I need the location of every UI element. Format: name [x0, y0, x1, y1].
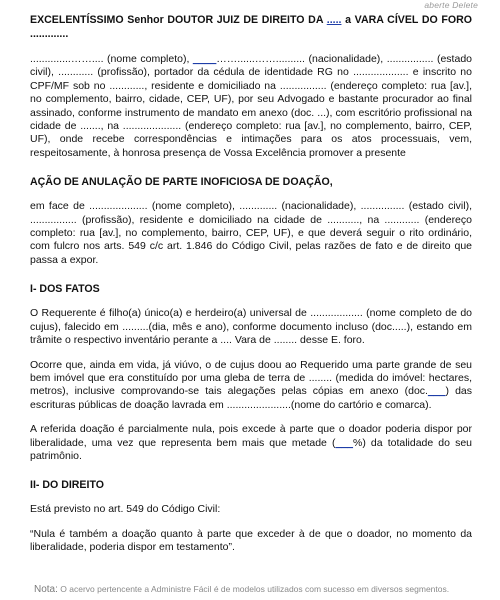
document-heading [30, 13, 472, 41]
intro-text-end: ……......…….......... (nacionalidade), ................ (estado civil), ............ (profissão), portador da cédula de identidade RG no ................... e inscrito no CPF/MF sob no ............, residente e domiciliado na ................ (endereço completo: rua [av.], no complemento, bairro, cidade, CEP, UF), por seu Advogado e bastante procurador ao final assinado, conforme instrumento de mandato em anexo (doc. ...), com escritório profissional na cidade de ......., na .................... (endereço completo: rua [av.], no complemento, bairro, CEP, UF), onde recebe correspondências e intimações para os atos processuais, vem, respeitosamente, à honrosa presença de Vossa Excelência promover a presente [30, 53, 472, 159]
section-heading-law: II- DO DIREITO [30, 479, 104, 492]
footer-text: O acervo pertencente a Administre Fácil é de modelos utilizados com sucesso em diversos segmentos. [60, 584, 450, 594]
defendant-paragraph: em face de .................... (nome completo), ............. (nacionalidade), ............... (estado civil), ................ (profissão), residente e domiciliado na cidade de ..........., na ............ (endereço completo: rua [av.], no complemento, bairro, CEP, UF), e que deverá seguir o rito ordinário, com fulcro nos arts. 549 c/c art. 1.846 do Código Civil, pelas razões de fato e de direito que passa a expor. [30, 200, 472, 266]
intro-paragraph [30, 53, 472, 160]
facts-paragraph-1: O Requerente é filho(a) único(a) e herdeiro(a) universal de .................. (nome completo de do cujus), falecido em .........(dia, mês e ano), conforme documento incluso (doc.....), estando em trâmite o respectivo inventário perante a .... Vara de ........ desse E. foro. [30, 307, 472, 347]
document-body [30, 13, 472, 555]
facts-paragraph-3 [30, 423, 472, 463]
facts-3-text-end: %) da totalidade do seu patrimônio. [30, 436, 473, 462]
facts-3-blank: ___ [335, 436, 354, 449]
law-quote: “Nula é também a doação quanto à parte que exceder à de que o doador, no momento da liberalidade, poderia dispor em testamento”. [30, 527, 472, 554]
footer-note [34, 584, 474, 595]
facts-2-blank: ___ [427, 385, 446, 398]
heading-text: EXCELENTÍSSIMO Senhor DOUTOR JUIZ DE DIREITO DA [30, 14, 327, 26]
action-title: AÇÃO DE ANULAÇÃO DE PARTE INOFICIOSA DE DOAÇÃO, [30, 176, 333, 189]
intro-text: ..............…….... (nome completo), [30, 53, 193, 65]
facts-2-text: Ocorre que, ainda em vida, já viúvo, o de cujus doou ao Requerido uma parte grande de seu bem imóvel que era constituído por uma gleba de terra de ........ (medida do imóvel: hectares, metros), inclusive comprovando-se tais alegações pelas cópias em anexo (doc. [30, 358, 472, 398]
facts-3-text: A referida doação é parcialmente nula, pois excede à parte que o doador poderia dispor por liberalidade, uma vez que representa bem mais que metade ( [30, 423, 472, 449]
footer-label: Nota: [34, 584, 58, 595]
facts-paragraph-2 [30, 359, 472, 413]
section-heading-facts: I- DOS FATOS [30, 283, 100, 296]
intro-blank: ____ [192, 53, 217, 65]
heading-text-end: a VARA CÍVEL DO FORO ............. [30, 14, 472, 40]
top-note: aberte Delete [424, 0, 478, 10]
facts-2-text-end: ) das escrituras públicas de doação lavrada em ......................(nome do cartório e comarca). [30, 385, 472, 411]
heading-blank: ..... [326, 14, 342, 26]
law-intro: Está previsto no art. 549 do Código Civil: [30, 503, 221, 516]
